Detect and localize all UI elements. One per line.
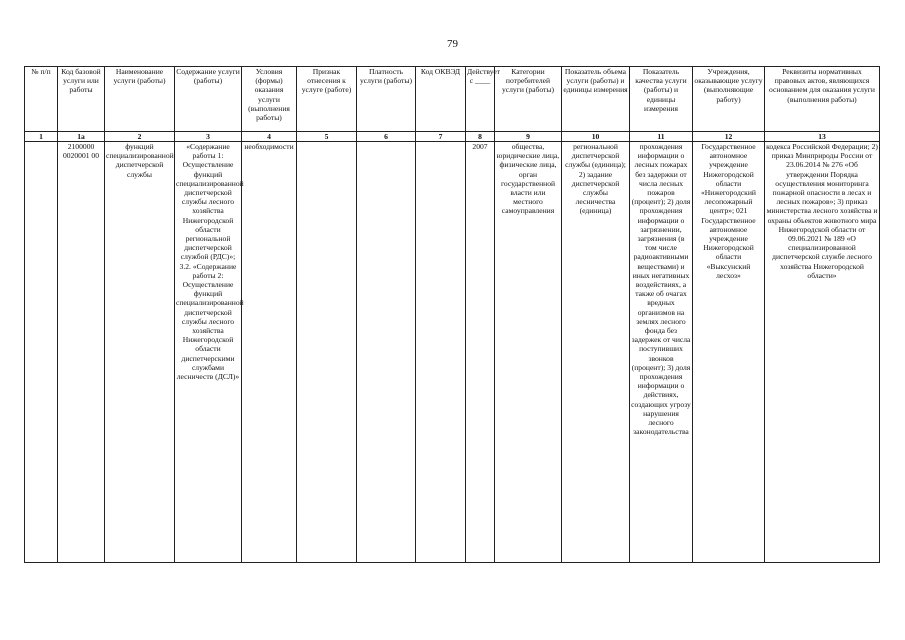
header-cell: Наименование услуги (работы) [105, 67, 175, 132]
cell-volume: региональной диспетчерской службы (единица); 2) задание диспетчерской службы лесничества (единица) [562, 142, 630, 563]
header-cell: Признак отнесения к услуге (работе) [297, 67, 357, 132]
header-cell: Условия (формы) оказания услуги (выполнения работы) [242, 67, 297, 132]
header-cell: Код ОКВЭД [416, 67, 466, 132]
column-number: 1а [58, 132, 105, 142]
cell-consumers: общества, юридические лица, физические лица, орган государственной власти или местного самоуправления [495, 142, 562, 563]
column-number: 9 [495, 132, 562, 142]
cell-name: функций специализированной диспетчерской службы [105, 142, 175, 563]
column-number: 1 [25, 132, 58, 142]
header-cell: Код базовой услуги или работы [58, 67, 105, 132]
column-number: 11 [630, 132, 693, 142]
cell-valid-from: 2007 [466, 142, 495, 563]
cell-sign [297, 142, 357, 563]
header-cell: № п/п [25, 67, 58, 132]
table-header-row [25, 67, 880, 132]
column-number: 6 [357, 132, 416, 142]
column-number: 10 [562, 132, 630, 142]
header-cell: Категории потребителей услуги (работы) [495, 67, 562, 132]
column-number: 4 [242, 132, 297, 142]
column-number: 7 [416, 132, 466, 142]
cell-institutions: Государственное автономное учреждение Нижегородской области «Нижегородский лесопожарный центр»; 021 Государственное автономное учреждение Нижегородской области «Выксунский лесхоз» [693, 142, 765, 563]
cell-code: 2100000 0020001 00 [58, 142, 105, 563]
cell-quality: прохождения информации о лесных пожарах без задержки от числа лесных пожаров (процент); 2) доля прохождения информации о загрязнении, загрязнения (в том числе радиоактивными веществами) и иных негативных воздействиях, а также об очагах вредных организмов на землях лесного фонда без задержек от числа поступивших звонков (процент); 3) доля прохождения информации о действиях, создающих угрозу нарушения лесного законодательства [630, 142, 693, 563]
column-number: 3 [175, 132, 242, 142]
header-cell: Содержание услуги (работы) [175, 67, 242, 132]
column-number: 13 [765, 132, 880, 142]
header-cell: Действует с ____ [466, 67, 495, 132]
header-cell: Показатель качества услуги (работы) и единицы измерения [630, 67, 693, 132]
page-number: 79 [447, 38, 458, 50]
table-row [25, 142, 880, 563]
column-number: 5 [297, 132, 357, 142]
column-number: 8 [466, 132, 495, 142]
column-number: 2 [105, 132, 175, 142]
cell-conditions: необходимости [242, 142, 297, 563]
column-number-row [25, 132, 880, 142]
cell-acts: кодекса Российской Федерации; 2) приказ Минприроды России от 23.06.2014 № 276 «Об утверждении Порядка осуществления мониторинга пожарной опасности в лесах и лесных пожаров»; 3) приказ министерства лесного хозяйства и охраны объектов животного мира Нижегородской области от 09.06.2021 № 189 «О специализированной диспетчерской службе лесного хозяйства Нижегородской области» [765, 142, 880, 563]
header-cell: Показатель объема услуги (работы) и единицы измерения [562, 67, 630, 132]
header-cell: Реквизиты нормативных правовых актов, являющихся основанием для оказания услуги (выполнения работы) [765, 67, 880, 132]
header-cell: Учреждения, оказывающие услугу (выполняющие работу) [693, 67, 765, 132]
column-number: 12 [693, 132, 765, 142]
cell-number [25, 142, 58, 563]
header-cell: Платность услуги (работы) [357, 67, 416, 132]
cell-content: «Содержание работы 1: Осуществление функций специализированной диспетчерской службы лесного хозяйства Нижегородской области региональной диспетчерской службой (РДС)»; 3.2. «Содержание работы 2: Осуществление функций специализированной диспетчерской службы лесного хозяйства Нижегородской области диспетчерскими службами лесничеств (ДСЛ)» [175, 142, 242, 563]
cell-okved [416, 142, 466, 563]
services-registry-table [24, 66, 880, 563]
cell-paid [357, 142, 416, 563]
